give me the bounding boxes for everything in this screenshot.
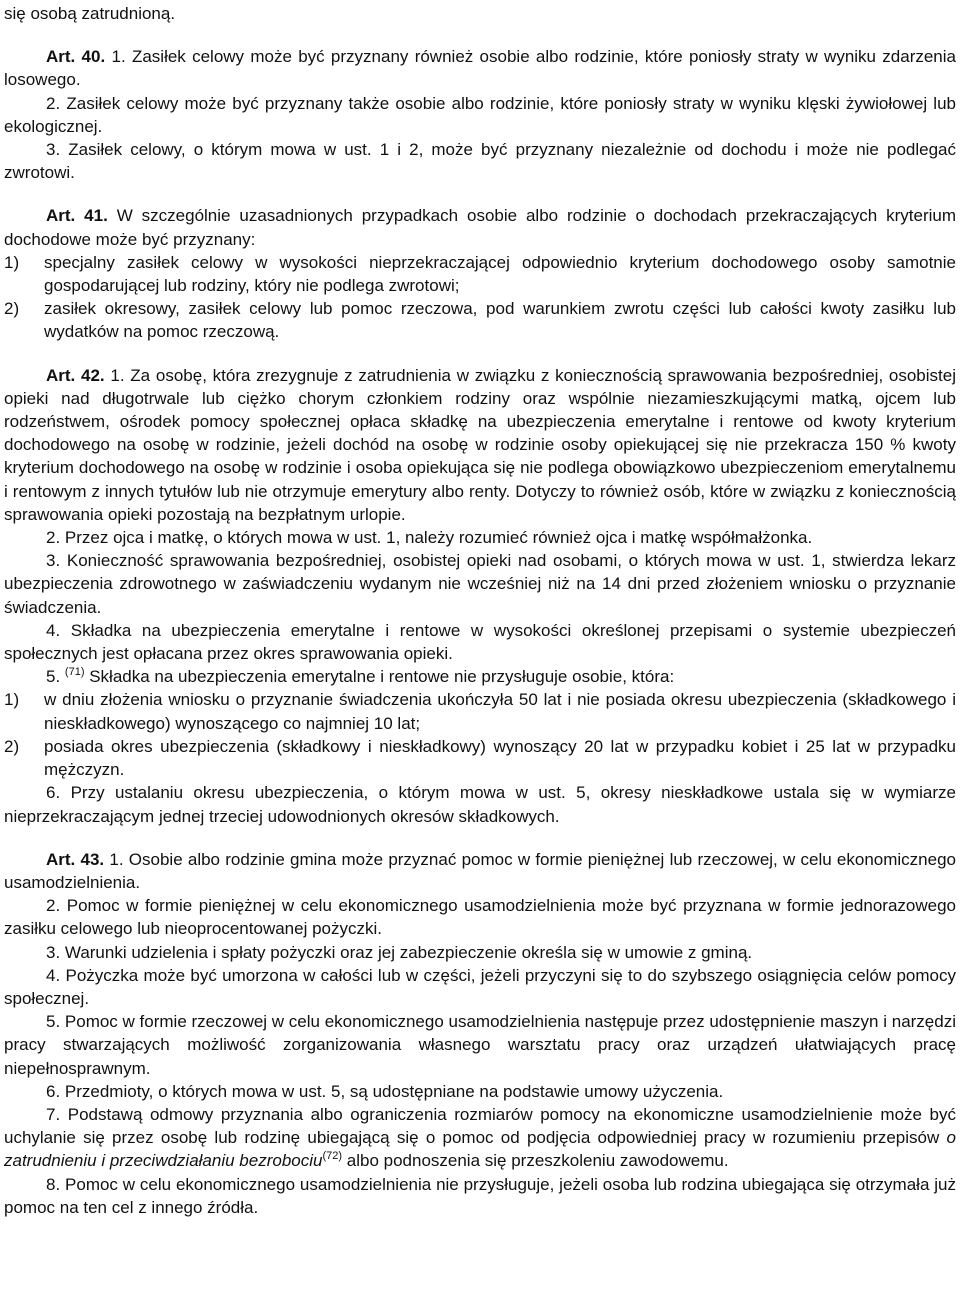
art41-para-intro (4, 204, 956, 250)
art43-para-4: 4. Pożyczka może być umorzona w całości lub w części, jeżeli przyczyni się to do szybszego osiągnięcia celów pomocy społecznej. (4, 965, 956, 1008)
art42-para-4: 4. Składka na ubezpieczenia emerytalne i rentowe w wysokości określonej przepisami o systemie ubezpieczeń społecznych jest opłacana przez okres sprawowania opieki. (4, 620, 956, 664)
art42-list-item (4, 735, 956, 781)
art42-heading: Art. 42. (46, 365, 105, 385)
art43-para-5: 5. Pomoc w formie rzeczowej w celu ekonomicznego usamodzielnienia następuje przez udostępnienie maszyn i narzędzi pracy stwarzających możliwość zorganizowania własnego warsztatu pracy oraz urządzeń ułatwiających pracę niepełnosprawnym. (4, 1012, 956, 1078)
list-number: 2) (4, 299, 20, 319)
art42-para-6: 6. Przy ustalaniu okresu ubezpieczenia, o którym mowa w ust. 5, okresy nieskładkowe ustala się w wymiarze nieprzekraczającym jednej trzeciej udowodnionych okresów składkowych. (4, 783, 956, 826)
list-text: posiada okres ubezpieczenia (składkowy i nieskładkowy) wynoszący 20 lat w przypadku kobiet i 25 lat w przypadku mężczyzn. (44, 736, 956, 780)
art43-para-7 (4, 1103, 956, 1173)
art40-para-2: 2. Zasiłek celowy może być przyznany także osobie albo rodzinie, które poniosły straty w wyniku klęski żywiołowej lub ekologicznej. (4, 93, 956, 136)
art41-heading: Art. 41. (46, 206, 108, 226)
art43-para-3: 3. Warunki udzielenia i spłaty pożyczki oraz jej zabezpieczenie określa się w umowie z gminą. (46, 942, 753, 962)
art43-para-6: 6. Przedmioty, o których mowa w ust. 5, są udostępniane na podstawie umowy użyczenia. (46, 1081, 724, 1101)
art42-para-1 (4, 364, 956, 526)
art40-heading: Art. 40. (46, 47, 106, 67)
art42-para-1-text: 1. Za osobę, która zrezygnuje z zatrudnienia w związku z koniecznością sprawowania bezpośredniej, osobistej opieki nad długotrwale lub ciężko chorym członkiem rodziny oraz wspólnie niezamieszkującymi matką, ojcem lub rodzeństwem, ośrodek pomocy społecznej opłaca składkę na ubezpieczenia emerytalne i rentowe od kwoty kryterium dochodowego na osobę w rodzinie, jeżeli dochód na osobę w rodzinie osoby opiekującej się nie przekracza 150 % kwoty kryterium dochodowego na osobę w rodzinie i osoba opiekująca się nie podlega obowiązkowo ubezpieczeniom emerytalnemu i rentowym z innych tytułów lub nie otrzymuje emerytury albo renty. Dotyczy to również osób, które w związku z koniecznością sprawowania opieki pozostają na bezpłatnym urlopie. (4, 365, 956, 524)
art42-para-2: 2. Przez ojca i matkę, o których mowa w ust. 1, należy rozumieć również ojca i matkę współmałżonka. (46, 528, 813, 548)
art41-list-item (4, 251, 956, 297)
art40-para-3: 3. Zasiłek celowy, o którym mowa w ust. 1 i 2, może być przyznany niezależnie od dochodu i może nie podlegać zwrotowi. (4, 140, 956, 183)
art41-list-item (4, 297, 956, 343)
list-text: w dniu złożenia wniosku o przyznanie świadczenia ukończyła 50 lat i nie posiada okresu ubezpieczenia (składkowego i nieskładkowego) wynoszącego co najmniej 10 lat; (44, 690, 956, 733)
art42-para-3: 3. Konieczność sprawowania bezpośredniej, osobistej opieki nad osobami, o których mowa w ust. 1, stwierdza lekarz ubezpieczenia zdrowotnego w zaświadczeniu wydanym nie wcześniej niż na 14 dni przed złożeniem wniosku o przyznanie świadczenia. (4, 551, 956, 617)
art43-para-1 (4, 848, 956, 894)
list-text: specjalny zasiłek celowy w wysokości nieprzekraczającej odpowiednio kryterium dochodowego osoby samotnie gospodarującej lub rodziny, który nie podlega zwrotowi; (44, 252, 956, 296)
art42-para-5-number: 5. (46, 667, 61, 687)
art42-para-5 (4, 665, 956, 688)
art43-para-7-text-b: albo podnoszenia się przeszkoleniu zawodowemu. (346, 1151, 729, 1171)
footnote-marker: (72) (322, 1150, 343, 1163)
art43-para-7-text-a: 7. Podstawą odmowy przyznania albo ograniczenia rozmiarów pomocy na ekonomiczne usamodzielnienie może być uchylanie się przez osobę lub rodzinę ubiegającą się o pomoc od podjęcia odpowiedniej pracy w rozumieniu przepisów (4, 1104, 956, 1148)
list-number: 1) (4, 252, 20, 272)
intro-line: się osobą zatrudnioną. (4, 4, 176, 23)
art42-para-5-text: Składka na ubezpieczenia emerytalne i rentowe nie przysługuje osobie, która: (89, 667, 675, 687)
art40-para-1-text: 1. Zasiłek celowy może być przyznany również osobie albo rodzinie, które poniosły straty w wyniku zdarzenia losowego. (4, 47, 956, 90)
art40-para-1 (4, 45, 956, 91)
list-number: 1) (4, 690, 20, 710)
footnote-marker: (71) (64, 666, 85, 679)
art43-para-2: 2. Pomoc w formie pieniężnej w celu ekonomicznego usamodzielnienia może być przyznana w formie jednorazowego zasiłku celowego lub nieoprocentowanej pożyczki. (4, 896, 956, 939)
art43-act-title: o zatrudnieniu i przeciwdziałaniu bezrobociu (4, 1128, 956, 1171)
art43-heading: Art. 43. (46, 849, 105, 869)
art41-intro-text: W szczególnie uzasadnionych przypadkach osobie albo rodzinie o dochodach przekraczających kryterium dochodowe może być przyznany: (4, 206, 956, 249)
list-text: zasiłek okresowy, zasiłek celowy lub pomoc rzeczowa, pod warunkiem zwrotu części lub całości kwoty zasiłku lub wydatków na pomoc rzeczową. (44, 299, 956, 342)
art43-para-1-text: 1. Osobie albo rodzinie gmina może przyznać pomoc w formie pieniężnej lub rzeczowej, w celu ekonomicznego usamodzielnienia. (4, 849, 956, 892)
art42-list-item (4, 688, 956, 734)
list-number: 2) (4, 736, 20, 756)
art43-para-8: 8. Pomoc w celu ekonomicznego usamodzielnienia nie przysługuje, jeżeli osoba lub rodzina ubiegająca się otrzymała już pomoc na ten cel z innego źródła. (4, 1174, 956, 1217)
